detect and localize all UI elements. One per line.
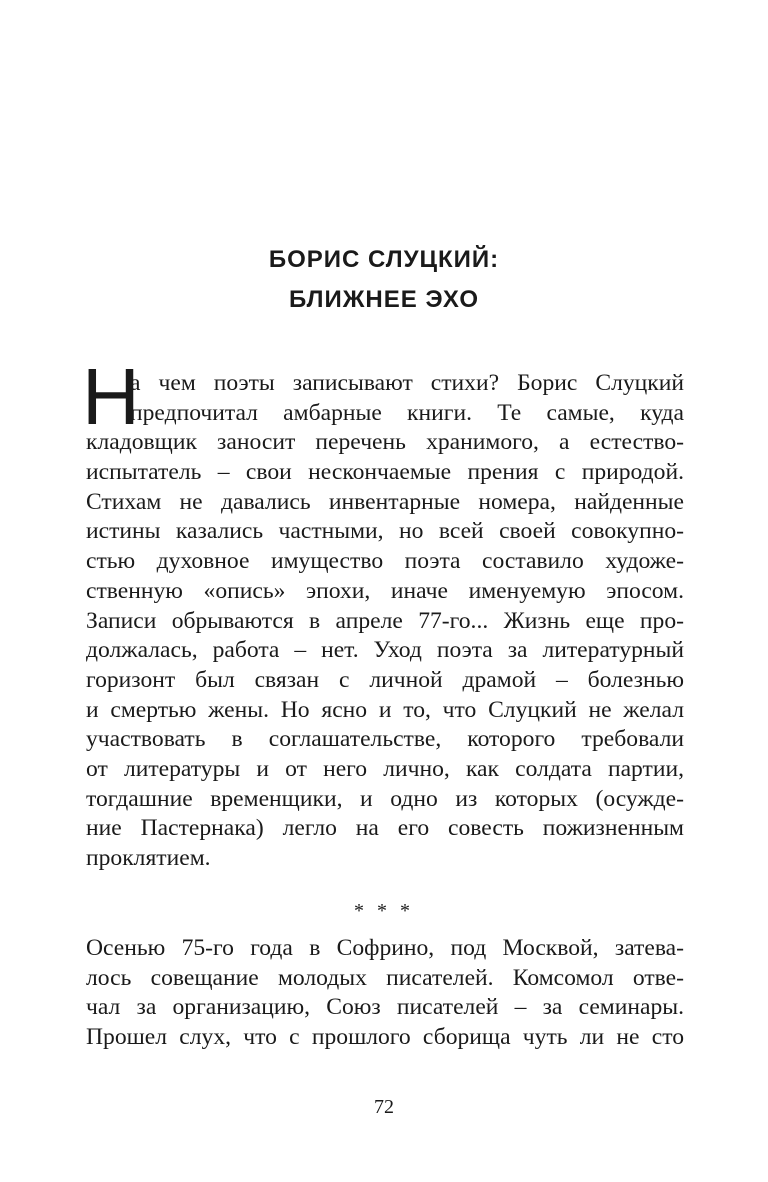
chapter-title-line-1: БОРИС СЛУЦКИЙ: bbox=[268, 246, 500, 273]
text-line: участвовать в соглашательстве, которого требовали bbox=[86, 726, 684, 753]
text-line: Осенью 75-го года в Софрино, под Москвой, затева- bbox=[86, 935, 684, 961]
text-line: проклятием. bbox=[86, 845, 211, 871]
text-line: горизонт был связан с личной драмой – болезнью bbox=[86, 666, 684, 693]
paragraph-2 bbox=[86, 934, 684, 1053]
text-line: тогдашние временщики, и одно из которых (осужде- bbox=[86, 785, 684, 812]
text-line: от литературы и от него лично, как солдата партии, bbox=[86, 755, 684, 782]
text-line: а чем поэты записывают стихи? Борис Слуцкий bbox=[130, 370, 684, 396]
text-line: стью духовное имущество поэта составило художе- bbox=[86, 548, 684, 575]
section-separator: * * * bbox=[354, 900, 414, 922]
drop-cap: Н bbox=[82, 352, 140, 441]
paragraph-1 bbox=[86, 369, 684, 874]
text-line: предпочитал амбарные книги. Те самые, куда bbox=[130, 399, 684, 426]
text-line: Записи обрываются в апреле 77-го... Жизнь еще про- bbox=[86, 607, 684, 634]
text-line: Прошел слух, что с прошлого сборища чуть ли не сто bbox=[86, 1024, 684, 1051]
text-line: должалась, работа – нет. Уход поэта за литературный bbox=[86, 637, 684, 664]
text-line: лось совещание молодых писателей. Комсомол отве- bbox=[86, 964, 684, 991]
text-line: ственную «опись» эпохи, иначе именуемую эпосом. bbox=[86, 577, 684, 604]
text-line: чал за организацию, Союз писателей – за семинары. bbox=[86, 994, 684, 1021]
chapter-title-line-2: БЛИЖНЕЕ ЭХО bbox=[289, 286, 479, 313]
text-line: и смертью жены. Но ясно и то, что Слуцкий не желал bbox=[86, 696, 684, 723]
text-line: Стихам не давались инвентарные номера, найденные bbox=[86, 488, 684, 515]
text-line: ние Пастернака) легло на его совесть пожизненным bbox=[86, 815, 684, 842]
text-line: испытатель – свои нескончаемые прения с природой. bbox=[86, 459, 684, 486]
text-line: истины казались частными, но всей своей совокупно- bbox=[86, 518, 684, 545]
chapter-title bbox=[0, 240, 768, 320]
page-number: 72 bbox=[374, 1096, 394, 1118]
text-line: кладовщик заносит перечень хранимого, а естество- bbox=[86, 429, 684, 456]
